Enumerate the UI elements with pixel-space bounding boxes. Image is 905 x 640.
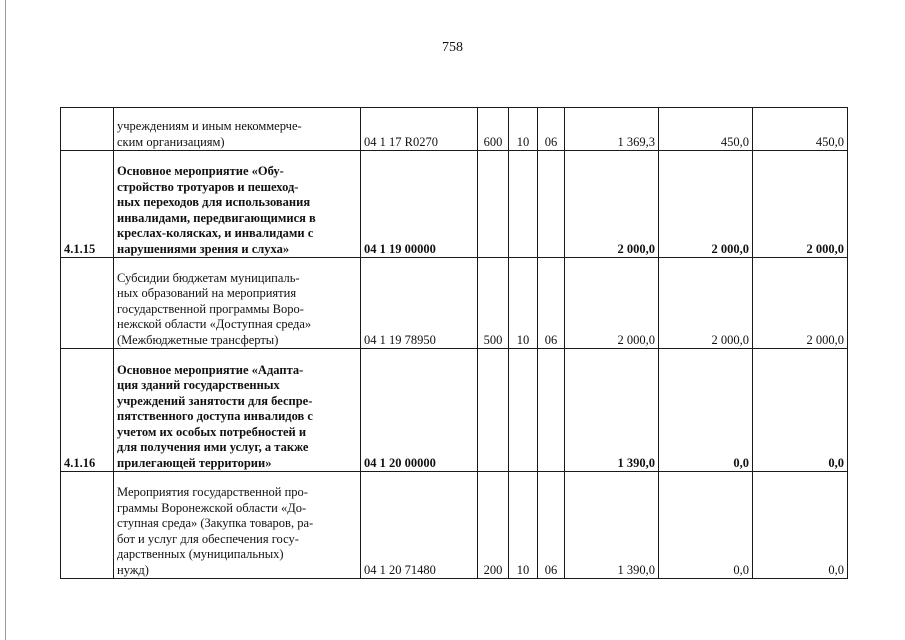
- row-number: 4.1.15: [61, 151, 114, 258]
- row-description: Основное мероприятие «Адапта- ция зданий государственных учреждений занятости для беспре- пятственного доступа инвалидов с учетом их особых потребностей и для получения ими услуг, а также прилегающей территории»: [114, 349, 361, 472]
- subsection-code: 06: [538, 108, 565, 151]
- amount-year-1: 1 390,0: [565, 349, 659, 472]
- page-number: 758: [442, 40, 463, 55]
- expense-type: [478, 151, 509, 258]
- amount-year-2: 0,0: [659, 349, 753, 472]
- amount-year-3: 2 000,0: [753, 151, 848, 258]
- table-row: [61, 108, 848, 151]
- amount-year-2: 2 000,0: [659, 151, 753, 258]
- target-article-code: 04 1 20 71480: [361, 472, 478, 579]
- amount-year-3: 2 000,0: [753, 258, 848, 349]
- expense-type: 200: [478, 472, 509, 579]
- amount-year-3: 450,0: [753, 108, 848, 151]
- target-article-code: 04 1 19 78950: [361, 258, 478, 349]
- section-code: 10: [509, 258, 538, 349]
- amount-year-2: 450,0: [659, 108, 753, 151]
- table-row: [61, 349, 848, 472]
- row-number: [61, 258, 114, 349]
- section-code: 10: [509, 108, 538, 151]
- row-description: Основное мероприятие «Обу- стройство тротуаров и пешеход- ных переходов для использования инвалидами, передвигающимися в креслах-колясках, и инвалидами с нарушениями зрения и слуха»: [114, 151, 361, 258]
- amount-year-1: 2 000,0: [565, 258, 659, 349]
- amount-year-1: 1 369,3: [565, 108, 659, 151]
- amount-year-2: 2 000,0: [659, 258, 753, 349]
- table-row: [61, 472, 848, 579]
- section-code: 10: [509, 472, 538, 579]
- row-number: [61, 472, 114, 579]
- page-edge-line: [5, 0, 6, 640]
- amount-year-3: 0,0: [753, 472, 848, 579]
- section-code: [509, 349, 538, 472]
- row-description: Субсидии бюджетам муниципаль- ных образований на мероприятия государственной программы Воро- нежской области «Доступная среда» (Межбюджетные трансферты): [114, 258, 361, 349]
- expense-type: 600: [478, 108, 509, 151]
- expense-type: [478, 349, 509, 472]
- expense-type: 500: [478, 258, 509, 349]
- table-row: [61, 151, 848, 258]
- subsection-code: 06: [538, 472, 565, 579]
- amount-year-1: 2 000,0: [565, 151, 659, 258]
- target-article-code: 04 1 20 00000: [361, 349, 478, 472]
- amount-year-2: 0,0: [659, 472, 753, 579]
- row-number: 4.1.16: [61, 349, 114, 472]
- row-description: Мероприятия государственной про- граммы Воронежской области «До- ступная среда» (Закупка товаров, ра- бот и услуг для обеспечения госу- дарственных (муниципальных) нужд): [114, 472, 361, 579]
- amount-year-3: 0,0: [753, 349, 848, 472]
- subsection-code: [538, 151, 565, 258]
- row-description: учреждениям и иным некоммерче- ским организациям): [114, 108, 361, 151]
- row-number: [61, 108, 114, 151]
- amount-year-1: 1 390,0: [565, 472, 659, 579]
- subsection-code: [538, 349, 565, 472]
- section-code: [509, 151, 538, 258]
- target-article-code: 04 1 17 R0270: [361, 108, 478, 151]
- subsection-code: 06: [538, 258, 565, 349]
- budget-table: [60, 107, 848, 579]
- table-row: [61, 258, 848, 349]
- target-article-code: 04 1 19 00000: [361, 151, 478, 258]
